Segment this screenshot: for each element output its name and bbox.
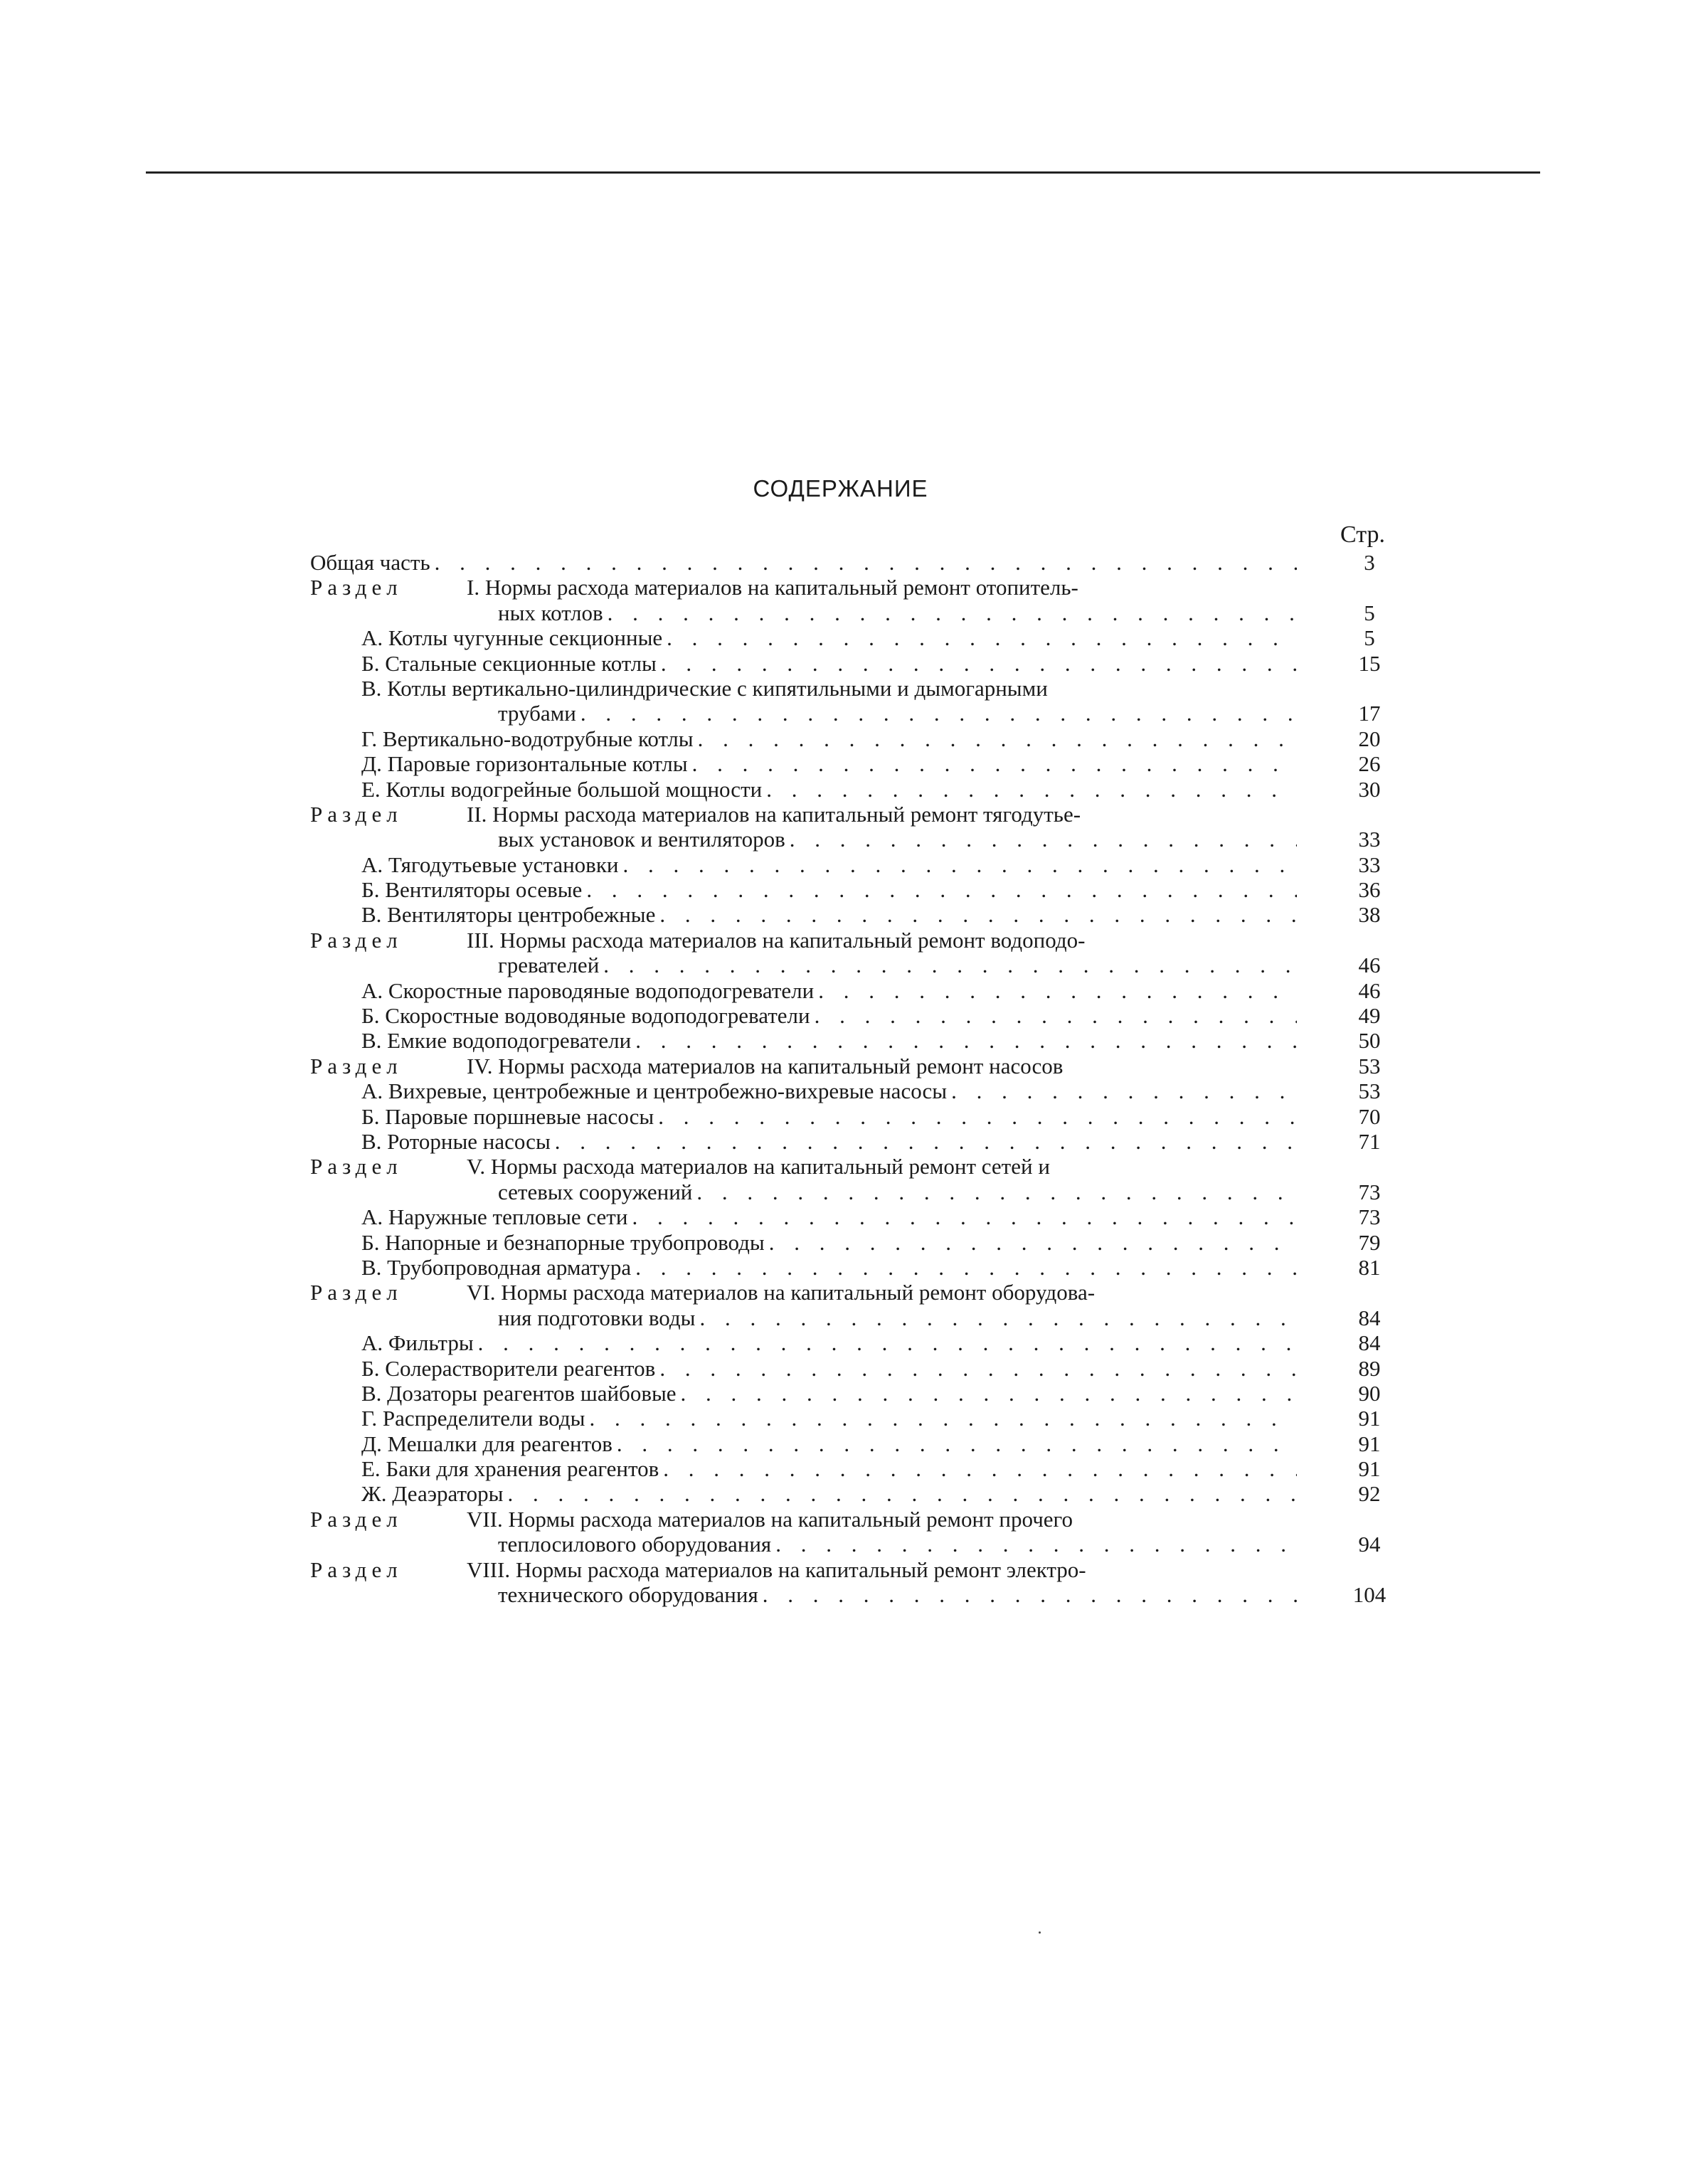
toc-entry-label: Б. Напорные и безнапорные трубопроводы xyxy=(361,1229,765,1255)
toc-entry-label: IV. Нормы расхода материалов на капитальный ремонт насосов xyxy=(467,1053,1064,1078)
toc-page-number: 91 xyxy=(1358,1406,1381,1431)
toc-entry xyxy=(0,1431,1681,1456)
toc-page-number: 5 xyxy=(1364,625,1375,651)
toc-page-number: 3 xyxy=(1364,550,1375,575)
dot-leader xyxy=(603,600,1297,625)
stray-mark xyxy=(1039,1931,1041,1934)
section-word: Раздел xyxy=(310,1557,403,1582)
dot-leader xyxy=(474,1330,1297,1355)
toc-entry xyxy=(0,1330,1681,1355)
toc-entry xyxy=(0,1532,1681,1557)
toc-entry xyxy=(0,1104,1681,1129)
page-column-header: Стр. xyxy=(1340,521,1386,548)
dot-leader xyxy=(618,852,1297,877)
toc-entry xyxy=(0,877,1681,902)
toc-entry-label: трубами xyxy=(498,701,576,726)
dot-leader xyxy=(762,777,1297,802)
toc-entry-label: Г. Вертикально-водотрубные котлы xyxy=(361,726,694,751)
toc-page-number: 91 xyxy=(1358,1431,1381,1456)
section-word: Раздел xyxy=(310,575,403,600)
toc-entry xyxy=(0,852,1681,877)
toc-entry-label: Б. Стальные секционные котлы xyxy=(361,650,657,676)
toc-entry xyxy=(0,953,1681,977)
toc-entry-label: В. Дозаторы реагентов шайбовые xyxy=(361,1380,677,1406)
toc-entry xyxy=(0,651,1681,676)
toc-entry-label: вых установок и вентиляторов xyxy=(498,827,785,852)
toc-entry-label: III. Нормы расхода материалов на капитальный ремонт водоподо- xyxy=(467,927,1086,953)
toc-entry xyxy=(0,1078,1681,1103)
toc-entry-label: VI. Нормы расхода материалов на капитальный ремонт оборудова- xyxy=(467,1280,1096,1305)
section-word: Раздел xyxy=(310,1154,403,1180)
toc-page-number: 104 xyxy=(1352,1582,1386,1608)
toc-entry-label: V. Нормы расхода материалов на капитальный ремонт сетей и xyxy=(467,1154,1050,1180)
toc-page-number: 84 xyxy=(1358,1330,1381,1356)
dot-leader xyxy=(814,978,1297,1003)
dot-leader xyxy=(599,953,1297,977)
toc-entry xyxy=(0,978,1681,1003)
toc-entry-label: теплосилового оборудования xyxy=(498,1532,772,1557)
toc-entry xyxy=(0,575,1681,600)
toc-entry xyxy=(0,1129,1681,1154)
toc-entry xyxy=(0,676,1681,701)
section-word: Раздел xyxy=(310,1053,403,1078)
dot-leader xyxy=(613,1431,1297,1456)
toc-entry xyxy=(0,1003,1681,1028)
toc-entry xyxy=(0,701,1681,726)
toc-page-number: 36 xyxy=(1358,877,1381,903)
toc-entry xyxy=(0,1406,1681,1431)
toc-entry-label: А. Скоростные пароводяные водоподогреватели xyxy=(361,977,815,1003)
toc-page-number: 5 xyxy=(1364,600,1375,625)
toc-entry-label: А. Наружные тепловые сети xyxy=(361,1204,628,1230)
toc-page-number: 46 xyxy=(1358,953,1381,978)
toc-page-number: 26 xyxy=(1358,751,1381,777)
toc-page-number: 71 xyxy=(1358,1128,1381,1154)
toc-entry xyxy=(0,1481,1681,1506)
toc-entry-label: Е. Баки для хранения реагентов xyxy=(361,1456,659,1482)
toc-entry xyxy=(0,928,1681,953)
page-title: СОДЕРЖАНИЕ xyxy=(753,475,928,502)
dot-leader xyxy=(688,751,1297,776)
toc-entry xyxy=(0,1280,1681,1305)
toc-entry-label: технического оборудования xyxy=(498,1582,758,1608)
section-word: Раздел xyxy=(310,1280,403,1305)
toc-entry-label: Д. Мешалки для реагентов xyxy=(361,1431,613,1456)
dot-leader xyxy=(631,1255,1297,1280)
dot-leader xyxy=(785,827,1297,852)
dot-leader xyxy=(657,651,1297,676)
section-word: Раздел xyxy=(310,927,403,953)
toc-page-number: 81 xyxy=(1358,1254,1381,1280)
section-word: Раздел xyxy=(310,1506,403,1532)
toc-page-number: 79 xyxy=(1358,1229,1381,1255)
dot-leader xyxy=(758,1582,1297,1607)
dot-leader xyxy=(662,625,1297,650)
toc-entry xyxy=(0,1507,1681,1532)
toc-page-number: 30 xyxy=(1358,776,1381,802)
toc-page-number: 46 xyxy=(1358,977,1381,1003)
toc-entry xyxy=(0,1456,1681,1481)
toc-entry-label: Е. Котлы водогрейные большой мощности xyxy=(361,776,763,802)
section-word: Раздел xyxy=(310,801,403,827)
toc-entry xyxy=(0,1154,1681,1179)
table-of-contents xyxy=(0,550,1681,1607)
toc-entry-label: Б. Паровые поршневые насосы xyxy=(361,1103,654,1129)
dot-leader xyxy=(694,726,1297,751)
toc-page-number: 38 xyxy=(1358,902,1381,928)
toc-entry-label: А. Вихревые, центробежные и центробежно-вихревые насосы xyxy=(361,1078,948,1104)
dot-leader xyxy=(627,1204,1297,1229)
toc-page-number: 70 xyxy=(1358,1103,1381,1129)
toc-page-number: 94 xyxy=(1358,1532,1381,1557)
dot-leader xyxy=(692,1180,1297,1204)
toc-entry xyxy=(0,827,1681,852)
toc-entry xyxy=(0,1054,1681,1078)
dot-leader xyxy=(810,1003,1297,1028)
toc-entry-label: Ж. Деаэраторы xyxy=(361,1481,504,1507)
toc-entry-label: VIII. Нормы расхода материалов на капитальный ремонт электро- xyxy=(467,1557,1086,1582)
dot-leader xyxy=(947,1078,1297,1103)
toc-entry-label: Б. Скоростные водоводяные водоподогреватели xyxy=(361,1003,810,1029)
toc-entry-label: сетевых сооружений xyxy=(498,1179,693,1204)
dot-leader xyxy=(631,1028,1297,1053)
toc-entry xyxy=(0,802,1681,827)
toc-entry xyxy=(0,1028,1681,1053)
toc-entry-label: Б. Солерастворители реагентов xyxy=(361,1355,656,1381)
dot-leader xyxy=(655,902,1297,927)
dot-leader xyxy=(503,1481,1297,1506)
toc-page-number: 84 xyxy=(1358,1305,1381,1330)
dot-leader xyxy=(677,1381,1297,1406)
dot-leader xyxy=(576,701,1297,726)
dot-leader xyxy=(659,1456,1297,1481)
top-rule xyxy=(146,171,1540,174)
toc-page-number: 53 xyxy=(1358,1078,1381,1104)
toc-entry xyxy=(0,1180,1681,1204)
toc-page-number: 73 xyxy=(1358,1204,1381,1230)
toc-page-number: 33 xyxy=(1358,852,1381,877)
toc-entry xyxy=(0,1582,1681,1607)
toc-entry xyxy=(0,1255,1681,1280)
dot-leader xyxy=(655,1356,1297,1381)
toc-page-number: 50 xyxy=(1358,1028,1381,1054)
toc-entry-label: Общая часть xyxy=(310,550,430,575)
toc-page-number: 89 xyxy=(1358,1355,1381,1381)
toc-page-number: 53 xyxy=(1358,1053,1381,1078)
toc-page-number: 73 xyxy=(1358,1179,1381,1204)
toc-page-number: 17 xyxy=(1358,701,1381,726)
toc-entry-label: Б. Вентиляторы осевые xyxy=(361,877,583,903)
toc-entry-label: Д. Паровые горизонтальные котлы xyxy=(361,751,688,777)
toc-entry-label: А. Тягодутьевые установки xyxy=(361,852,619,877)
toc-page-number: 90 xyxy=(1358,1380,1381,1406)
toc-entry xyxy=(0,777,1681,802)
toc-entry xyxy=(0,1204,1681,1229)
toc-entry-label: В. Емкие водоподогреватели xyxy=(361,1028,632,1054)
toc-entry-label: I. Нормы расхода материалов на капитальный ремонт отопитель- xyxy=(467,575,1078,600)
toc-entry-label: В. Вентиляторы центробежные xyxy=(361,902,656,928)
toc-entry-label: Г. Распределители воды xyxy=(361,1406,585,1431)
toc-entry xyxy=(0,751,1681,776)
toc-entry-label: ния подготовки воды xyxy=(498,1305,696,1330)
toc-entry xyxy=(0,902,1681,927)
toc-page-number: 49 xyxy=(1358,1003,1381,1029)
dot-leader xyxy=(585,1406,1297,1431)
toc-entry xyxy=(0,550,1681,575)
toc-page-number: 20 xyxy=(1358,726,1381,751)
toc-entry xyxy=(0,1305,1681,1330)
toc-entry-label: ных котлов xyxy=(498,600,603,625)
dot-leader xyxy=(696,1305,1297,1330)
toc-page-number: 15 xyxy=(1358,650,1381,676)
dot-leader xyxy=(430,550,1297,575)
dot-leader xyxy=(765,1230,1297,1255)
toc-entry xyxy=(0,1381,1681,1406)
toc-entry xyxy=(0,600,1681,625)
toc-entry-label: В. Роторные насосы xyxy=(361,1128,551,1154)
toc-entry-label: А. Котлы чугунные секционные xyxy=(361,625,663,651)
toc-entry-label: II. Нормы расхода материалов на капитальный ремонт тягодутье- xyxy=(467,801,1081,827)
dot-leader xyxy=(551,1129,1297,1154)
toc-page-number: 91 xyxy=(1358,1456,1381,1482)
toc-page-number: 92 xyxy=(1358,1481,1381,1507)
toc-entry-label: гревателей xyxy=(498,953,600,978)
dot-leader xyxy=(771,1532,1297,1557)
toc-entry xyxy=(0,625,1681,650)
toc-entry-label: В. Котлы вертикально-цилиндрические с кипятильными и дымогарными xyxy=(361,675,1048,701)
toc-entry xyxy=(0,1356,1681,1381)
dot-leader xyxy=(582,877,1297,902)
toc-entry xyxy=(0,1557,1681,1582)
toc-entry-label: А. Фильтры xyxy=(361,1330,474,1356)
toc-page-number: 33 xyxy=(1358,827,1381,852)
dot-leader xyxy=(654,1104,1297,1129)
toc-entry xyxy=(0,726,1681,751)
toc-entry-label: VII. Нормы расхода материалов на капитальный ремонт прочего xyxy=(467,1506,1073,1532)
toc-entry-label: В. Трубопроводная арматура xyxy=(361,1254,632,1280)
toc-entry xyxy=(0,1230,1681,1255)
